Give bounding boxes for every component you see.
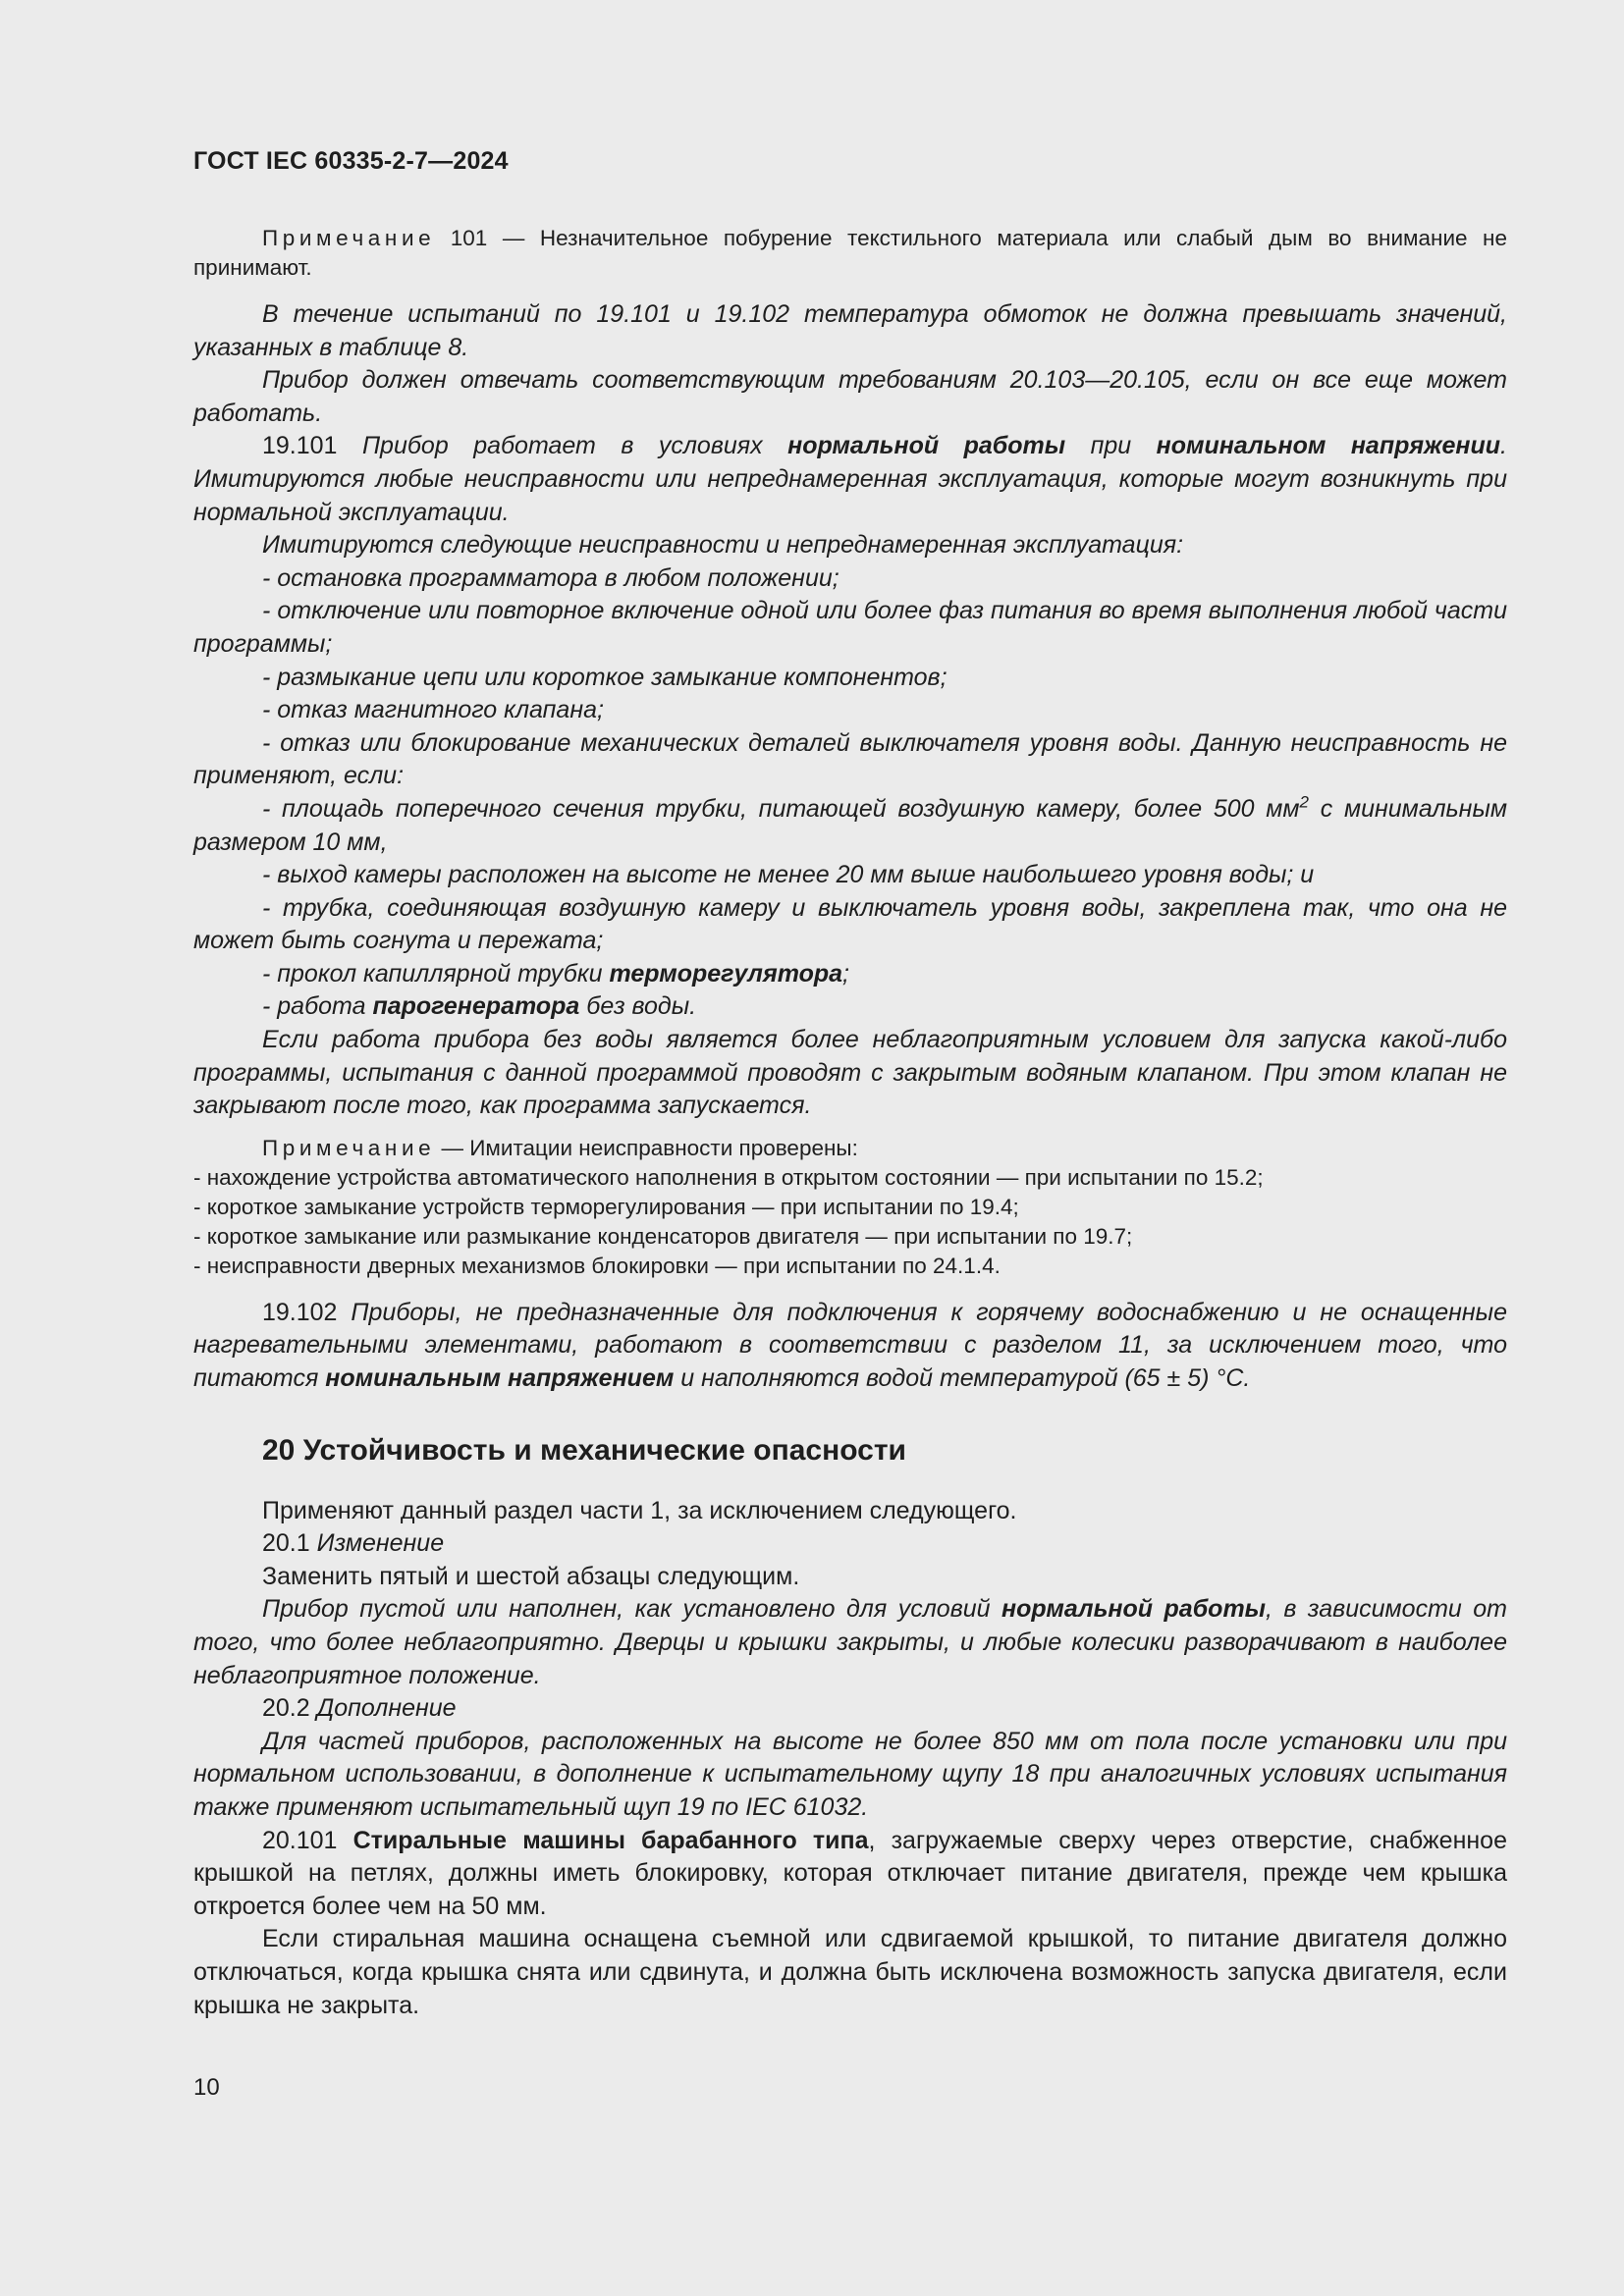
- section-20-heading: 20 Устойчивость и механические опасности: [262, 1433, 906, 1467]
- clause-19-102: 19.102 Приборы, не предназначенные для подключения к горячему водоснабжению и не оснащенные нагревательными элементами, работают в соответствии с разделом 11, за исключением того, что питаются номинальным напряжением и наполняются водой температурой (65 ± 5) °С.: [193, 1298, 1507, 1393]
- list-item: - размыкание цепи или короткое замыкание компонентов;: [262, 663, 947, 691]
- list-item: - трубка, соединяющая воздушную камеру и выключатель уровня воды, закреплена так, что она не может быть согнута и пережата;: [193, 893, 1507, 955]
- paragraph-removable-lid: Если стиральная машина оснащена съемной или сдвигаемой крышкой, то питание двигателя должно отключаться, когда крышка снята или сдвинута, и должна быть исключена возможность запуска двигателя, если крышка не закрыта.: [193, 1925, 1507, 2019]
- note-101-text: 101 — Незначительное побурение текстильного материала или слабый дым во внимание не принимают.: [193, 226, 1507, 280]
- term-rated-voltage: номинальном напряжении: [1156, 432, 1501, 460]
- list-item-area: - площадь поперечного сечения трубки, питающей воздушную камеру, более 500 $мм^2$ с минимальным размером 10 мм,: [193, 792, 1507, 856]
- term-normal-operation: нормальной работы: [787, 432, 1066, 460]
- imitation-intro: Имитируются следующие неисправности и непреднамеренная эксплуатация:: [262, 531, 1184, 560]
- note-list-item: - неисправности дверных механизмов блокировки — при испытании по 24.1.4.: [193, 1253, 1001, 1278]
- list-item: - отказ или блокирование механических деталей выключателя уровня воды. Данную неисправность не применяют, если:: [193, 728, 1507, 790]
- paragraph-replace: Заменить пятый и шестой абзацы следующим.: [262, 1562, 800, 1590]
- clause-19-102-number: 19.102: [262, 1298, 338, 1326]
- clause-19-101: 19.101 Прибор работает в условиях нормальной работы при номинальном напряжении. Имитируются любые неисправности или непреднамеренная эксплуатация, которые могут возникнуть при нормальной эксплуатации.: [193, 432, 1507, 526]
- clause-20-2: 20.2 Дополнение: [262, 1694, 457, 1723]
- note-list-item: - короткое замыкание или размыкание конденсаторов двигателя — при испытании по 19.7;: [193, 1223, 1133, 1249]
- paragraph-appliance-empty: Прибор пустой или наполнен, как установлено для условий нормальной работы, в зависимости от того, что более неблагоприятно. Дверцы и крышки закрыты, и любые колесики разворачивают в наиболее неблагоприятное положение.: [193, 1595, 1507, 1689]
- section-20-intro: Применяют данный раздел части 1, за исключением следующего.: [262, 1496, 1017, 1524]
- paragraph-no-water: Если работа прибора без воды является более неблагоприятным условием для запуска какой-либо программы, испытания с данной программой проводят с закрытым водяным клапаном. При этом клапан не закрывают после того, как программа запускается.: [193, 1026, 1507, 1120]
- document-header: ГОСТ IEC 60335-2-7—2024: [193, 147, 509, 175]
- note-text: — Имитации неисправности проверены:: [435, 1135, 858, 1160]
- paragraph-requirements: Прибор должен отвечать соответствующим требованиям 20.103—20.105, если он все еще может работать.: [193, 366, 1507, 427]
- list-item: - остановка программатора в любом положении;: [262, 563, 839, 592]
- page-content: [193, 224, 1507, 2022]
- paragraph-temperature: В течение испытаний по 19.101 и 19.102 температура обмоток не должна превышать значений, указанных в таблице 8.: [193, 300, 1507, 361]
- note-list-item: - нахождение устройства автоматического наполнения в открытом состоянии — при испытании по 15.2;: [193, 1164, 1264, 1190]
- note-101-label: Примечание: [262, 226, 436, 250]
- page-number: 10: [193, 2074, 220, 2101]
- clause-20-1: 20.1 Изменение: [262, 1529, 445, 1558]
- list-item-steam-generator: - работа парогенератора без воды.: [262, 992, 697, 1021]
- note-101: [193, 224, 1507, 283]
- term-rated-voltage: номинальным напряжением: [325, 1364, 675, 1393]
- list-item-thermostat: - прокол капиллярной трубки терморегулятора;: [262, 959, 849, 988]
- note-list-item: - короткое замыкание устройств терморегулирования — при испытании по 19.4;: [193, 1194, 1019, 1219]
- list-item: - отказ магнитного клапана;: [262, 696, 604, 724]
- note-label: Примечание: [262, 1135, 436, 1160]
- list-item: - отключение или повторное включение одной или более фаз питания во время выполнения любой части программы;: [193, 597, 1507, 658]
- paragraph-parts-height: Для частей приборов, расположенных на высоте не более 850 мм от пола после установки или при нормальном использовании, в дополнение к испытательному щупу 18 при аналогичных условиях испытания также применяют испытательный щуп 19 по IEC 61032.: [193, 1727, 1507, 1821]
- note-fault-simulations: [193, 1134, 1507, 1281]
- list-item: - выход камеры расположен на высоте не менее 20 мм выше наибольшего уровня воды; и: [262, 861, 1315, 889]
- clause-19-101-number: 19.101: [262, 432, 338, 460]
- clause-20-101: 20.101 Стиральные машины барабанного типа, загружаемые сверху через отверстие, снабженное крышкой на петлях, должны иметь блокировку, которая отключает питание двигателя, прежде чем крышка откроется более чем на 50 мм.: [193, 1826, 1507, 1920]
